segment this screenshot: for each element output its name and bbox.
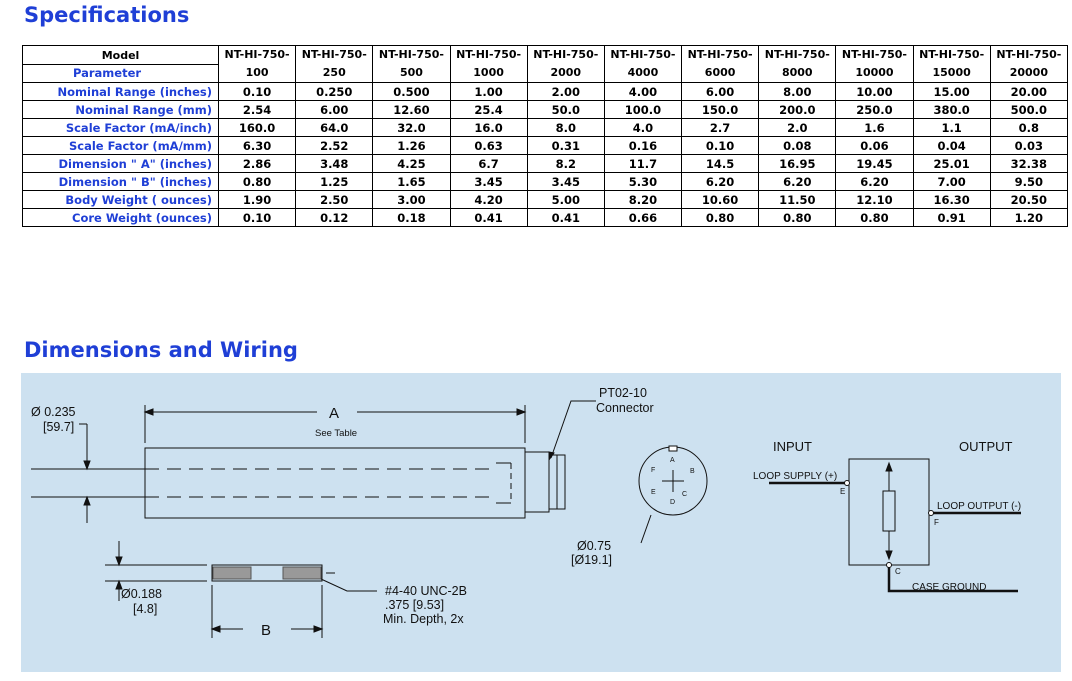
table-cell: 4.25 bbox=[373, 155, 450, 173]
table-cell: 7.00 bbox=[913, 173, 990, 191]
model-header: Model bbox=[23, 47, 218, 65]
connector-leader bbox=[551, 401, 596, 458]
dim-b-arrow-left bbox=[212, 626, 220, 632]
table-cell: 12.10 bbox=[836, 191, 913, 209]
transducer-body bbox=[145, 448, 525, 518]
table-cell: 1.90 bbox=[219, 191, 296, 209]
pin-c: C bbox=[682, 491, 688, 498]
model-header-cell bbox=[296, 46, 373, 83]
table-cell: 0.80 bbox=[682, 209, 759, 227]
parameter-label: Scale Factor (mA/mm) bbox=[23, 137, 219, 155]
table-cell: 0.10 bbox=[219, 209, 296, 227]
terminal-f bbox=[929, 511, 934, 516]
connector-sub-label: Connector bbox=[596, 401, 654, 415]
model-header-cell bbox=[373, 46, 450, 83]
table-cell: 25.4 bbox=[450, 101, 527, 119]
table-cell: 12.60 bbox=[373, 101, 450, 119]
table-cell: 3.45 bbox=[450, 173, 527, 191]
table-cell: 11.50 bbox=[759, 191, 836, 209]
table-cell: 0.500 bbox=[373, 83, 450, 101]
table-cell: 3.00 bbox=[373, 191, 450, 209]
connector-label: PT02-10 bbox=[599, 386, 647, 400]
table-cell: 14.5 bbox=[682, 155, 759, 173]
model-name: NT-HI-750- bbox=[301, 48, 367, 61]
table-row bbox=[23, 191, 1068, 209]
model-header-cell bbox=[759, 46, 836, 83]
table-cell: 0.41 bbox=[527, 209, 604, 227]
table-cell: 0.10 bbox=[682, 137, 759, 155]
model-name: NT-HI-750- bbox=[687, 48, 753, 61]
core-thread-left bbox=[213, 567, 251, 579]
dim-b-label: B bbox=[261, 622, 272, 639]
terminal-e bbox=[845, 481, 850, 486]
table-cell: 1.25 bbox=[296, 173, 373, 191]
table-cell: 16.30 bbox=[913, 191, 990, 209]
table-cell: 0.250 bbox=[296, 83, 373, 101]
specifications-table bbox=[22, 45, 1068, 227]
connector-key bbox=[669, 446, 677, 451]
parameter-label: Core Weight (ounces) bbox=[23, 209, 219, 227]
table-cell: 0.80 bbox=[759, 209, 836, 227]
table-row bbox=[23, 173, 1068, 191]
dimensions-heading: Dimensions and Wiring bbox=[24, 338, 298, 362]
table-cell: 32.0 bbox=[373, 119, 450, 137]
model-name: NT-HI-750- bbox=[533, 48, 599, 61]
table-cell: 6.20 bbox=[759, 173, 836, 191]
table-cell: 20.50 bbox=[990, 191, 1067, 209]
corner-header-cell bbox=[23, 46, 219, 83]
model-name: NT-HI-750- bbox=[996, 48, 1062, 61]
model-name: NT-HI-750- bbox=[919, 48, 985, 61]
table-cell: 160.0 bbox=[219, 119, 296, 137]
model-header-cell bbox=[219, 46, 296, 83]
parameter-header: Parameter bbox=[73, 65, 142, 80]
table-cell: 150.0 bbox=[682, 101, 759, 119]
table-cell: 6.20 bbox=[836, 173, 913, 191]
input-label: INPUT bbox=[773, 439, 812, 454]
table-cell: 0.12 bbox=[296, 209, 373, 227]
table-cell: 5.00 bbox=[527, 191, 604, 209]
table-cell: 6.00 bbox=[296, 101, 373, 119]
table-cell: 0.06 bbox=[836, 137, 913, 155]
core-arrow-top bbox=[116, 557, 122, 565]
loop-output-label: LOOP OUTPUT (-) bbox=[937, 501, 1022, 512]
table-cell: 16.0 bbox=[450, 119, 527, 137]
table-cell: 25.01 bbox=[913, 155, 990, 173]
connector-body bbox=[525, 452, 549, 512]
dim-a-arrow-right bbox=[517, 409, 525, 415]
pin-b: B bbox=[690, 468, 695, 475]
dim-b-arrow-right bbox=[314, 626, 322, 632]
table-cell: 20.00 bbox=[990, 83, 1067, 101]
model-number: 2000 bbox=[550, 66, 582, 79]
table-cell: 1.20 bbox=[990, 209, 1067, 227]
table-cell: 0.8 bbox=[990, 119, 1067, 137]
table-cell: 1.6 bbox=[836, 119, 913, 137]
parameter-label: Nominal Range (mm) bbox=[23, 101, 219, 119]
model-header-cell bbox=[836, 46, 913, 83]
pin-d: D bbox=[670, 499, 676, 506]
parameter-label: Scale Factor (mA/inch) bbox=[23, 119, 219, 137]
table-cell: 1.26 bbox=[373, 137, 450, 155]
parameter-label: Dimension " A" (inches) bbox=[23, 155, 219, 173]
table-cell: 2.52 bbox=[296, 137, 373, 155]
table-cell: 50.0 bbox=[527, 101, 604, 119]
conn-dia-label: Ø0.75 bbox=[577, 539, 612, 553]
parameter-label: Dimension " B" (inches) bbox=[23, 173, 219, 191]
table-cell: 19.45 bbox=[836, 155, 913, 173]
table-cell: 8.2 bbox=[527, 155, 604, 173]
table-cell: 250.0 bbox=[836, 101, 913, 119]
body-dia-arrow-top bbox=[84, 461, 90, 469]
pin-f: F bbox=[651, 467, 656, 474]
table-cell: 3.45 bbox=[527, 173, 604, 191]
pin-e: E bbox=[651, 489, 656, 496]
terminal-c bbox=[887, 563, 892, 568]
model-number: 8000 bbox=[781, 66, 813, 79]
table-cell: 2.0 bbox=[759, 119, 836, 137]
core-dia-mm-label: [4.8] bbox=[133, 602, 158, 616]
dimensions-diagram bbox=[21, 373, 1061, 672]
table-cell: 0.80 bbox=[219, 173, 296, 191]
model-number: 1000 bbox=[473, 66, 504, 79]
parameter-label: Body Weight ( ounces) bbox=[23, 191, 219, 209]
table-cell: 2.50 bbox=[296, 191, 373, 209]
dim-a-arrow-left bbox=[145, 409, 153, 415]
model-name: NT-HI-750- bbox=[378, 48, 444, 61]
table-cell: 64.0 bbox=[296, 119, 373, 137]
model-number: 500 bbox=[399, 66, 423, 79]
table-cell: 4.00 bbox=[604, 83, 681, 101]
table-cell: 0.04 bbox=[913, 137, 990, 155]
case-ground-label: CASE GROUND bbox=[912, 582, 987, 593]
table-row bbox=[23, 209, 1068, 227]
wiring-up-arrow bbox=[886, 463, 892, 471]
model-header-cell bbox=[682, 46, 759, 83]
model-number: 15000 bbox=[932, 66, 971, 79]
model-name: NT-HI-750- bbox=[841, 48, 907, 61]
wiring-down-arrow bbox=[886, 551, 892, 559]
table-cell: 6.7 bbox=[450, 155, 527, 173]
table-cell: 0.16 bbox=[604, 137, 681, 155]
body-dia-mm-label: [59.7] bbox=[43, 420, 75, 434]
wiring-resistor bbox=[883, 491, 895, 531]
table-cell: 16.95 bbox=[759, 155, 836, 173]
table-cell: 3.48 bbox=[296, 155, 373, 173]
table-cell: 32.38 bbox=[990, 155, 1067, 173]
table-cell: 0.66 bbox=[604, 209, 681, 227]
parameter-label: Nominal Range (inches) bbox=[23, 83, 219, 101]
table-cell: 0.31 bbox=[527, 137, 604, 155]
loop-supply-label: LOOP SUPPLY (+) bbox=[753, 471, 838, 482]
table-cell: 1.00 bbox=[450, 83, 527, 101]
model-number: 20000 bbox=[1009, 66, 1048, 79]
model-name: NT-HI-750- bbox=[456, 48, 522, 61]
table-cell: 380.0 bbox=[913, 101, 990, 119]
table-cell: 8.00 bbox=[759, 83, 836, 101]
model-number: 4000 bbox=[627, 66, 659, 79]
table-row bbox=[23, 137, 1068, 155]
diagram-drawing bbox=[21, 373, 1061, 672]
table-cell: 0.41 bbox=[450, 209, 527, 227]
table-cell: 15.00 bbox=[913, 83, 990, 101]
table-cell: 100.0 bbox=[604, 101, 681, 119]
model-header-cell bbox=[913, 46, 990, 83]
table-cell: 0.10 bbox=[219, 83, 296, 101]
thread-note-label: Min. Depth, 2x bbox=[383, 612, 464, 626]
table-cell: 1.1 bbox=[913, 119, 990, 137]
thread-depth-label: .375 [9.53] bbox=[385, 598, 445, 612]
table-cell: 6.20 bbox=[682, 173, 759, 191]
table-cell: 2.00 bbox=[527, 83, 604, 101]
table-cell: 0.03 bbox=[990, 137, 1067, 155]
thread-leader bbox=[321, 579, 377, 591]
model-name: NT-HI-750- bbox=[764, 48, 830, 61]
model-number: 250 bbox=[322, 66, 346, 79]
table-cell: 11.7 bbox=[604, 155, 681, 173]
table-cell: 6.30 bbox=[219, 137, 296, 155]
specifications-heading: Specifications bbox=[24, 3, 190, 27]
table-row bbox=[23, 155, 1068, 173]
face-leader bbox=[641, 515, 651, 543]
core-dia-label: Ø0.188 bbox=[121, 587, 163, 601]
table-cell: 9.50 bbox=[990, 173, 1067, 191]
table-cell: 500.0 bbox=[990, 101, 1067, 119]
body-dia-label: Ø 0.235 bbox=[31, 405, 76, 419]
terminal-f-label: F bbox=[934, 518, 939, 527]
table-row bbox=[23, 119, 1068, 137]
see-table-label: See Table bbox=[315, 428, 358, 439]
table-cell: 2.54 bbox=[219, 101, 296, 119]
table-cell: 200.0 bbox=[759, 101, 836, 119]
table-cell: 2.86 bbox=[219, 155, 296, 173]
conn-dia-mm-label: [Ø19.1] bbox=[571, 553, 612, 567]
table-cell: 10.00 bbox=[836, 83, 913, 101]
model-header-cell bbox=[450, 46, 527, 83]
terminal-e-label: E bbox=[840, 487, 846, 496]
connector-leader-arrow bbox=[549, 452, 554, 460]
table-row bbox=[23, 101, 1068, 119]
table-cell: 4.0 bbox=[604, 119, 681, 137]
model-number: 100 bbox=[245, 66, 269, 79]
model-header-cell bbox=[604, 46, 681, 83]
model-name: NT-HI-750- bbox=[610, 48, 676, 61]
table-cell: 0.18 bbox=[373, 209, 450, 227]
model-header-cell bbox=[990, 46, 1067, 83]
table-cell: 10.60 bbox=[682, 191, 759, 209]
model-name: NT-HI-750- bbox=[224, 48, 290, 61]
thread-label: #4-40 UNC-2B bbox=[385, 584, 467, 598]
table-cell: 5.30 bbox=[604, 173, 681, 191]
table-cell: 8.20 bbox=[604, 191, 681, 209]
table-row bbox=[23, 83, 1068, 101]
pin-a: A bbox=[670, 457, 675, 464]
output-label: OUTPUT bbox=[959, 439, 1013, 454]
table-cell: 0.80 bbox=[836, 209, 913, 227]
core-thread-right bbox=[283, 567, 321, 579]
table-cell: 6.00 bbox=[682, 83, 759, 101]
terminal-c-label: C bbox=[895, 567, 901, 576]
table-header-row bbox=[23, 46, 1068, 83]
table-cell: 0.63 bbox=[450, 137, 527, 155]
model-number: 6000 bbox=[704, 66, 736, 79]
table-cell: 8.0 bbox=[527, 119, 604, 137]
model-header-cell bbox=[527, 46, 604, 83]
table-cell: 0.91 bbox=[913, 209, 990, 227]
dim-a-label: A bbox=[329, 405, 340, 422]
model-number: 10000 bbox=[855, 66, 894, 79]
table-cell: 1.65 bbox=[373, 173, 450, 191]
table-cell: 4.20 bbox=[450, 191, 527, 209]
table-cell: 0.08 bbox=[759, 137, 836, 155]
table-cell: 2.7 bbox=[682, 119, 759, 137]
